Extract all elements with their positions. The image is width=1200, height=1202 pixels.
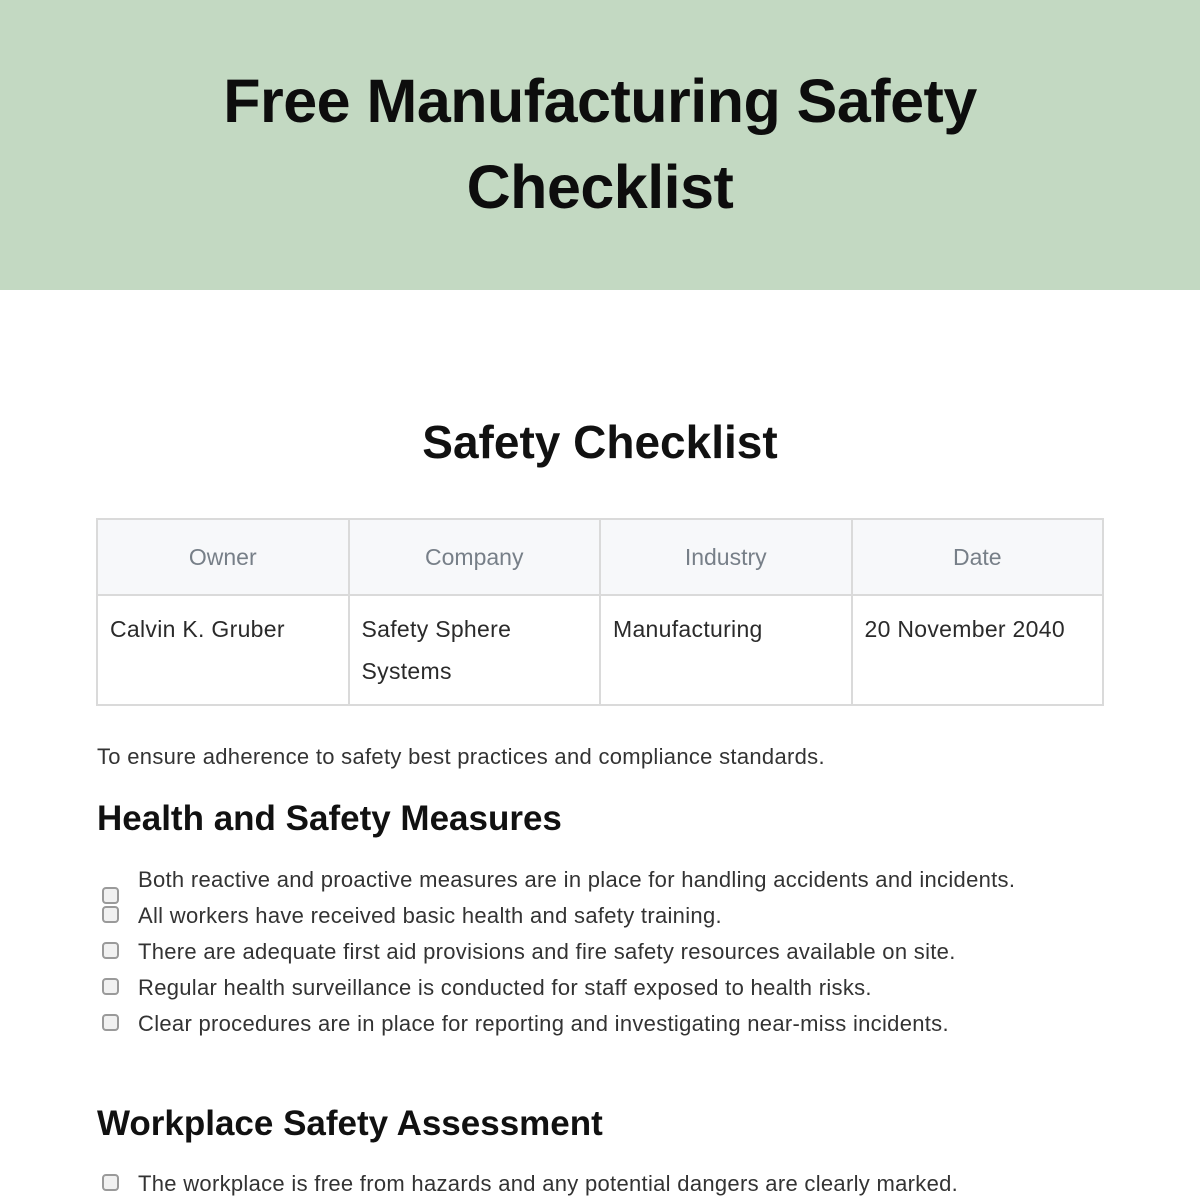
checklist-item-text: Both reactive and proactive measures are in place for handling accidents and incidents. — [138, 867, 1016, 892]
checkbox[interactable] — [102, 906, 119, 923]
checklist-item — [100, 970, 1080, 1006]
checklist-item — [100, 898, 1080, 934]
checklist-item — [100, 934, 1080, 970]
document-title: Safety Checklist — [422, 416, 778, 468]
checkbox[interactable] — [102, 942, 119, 959]
header-industry: Industry — [600, 519, 852, 595]
checklist-item-text: Regular health surveillance is conducted for staff exposed to health risks. — [138, 975, 872, 1000]
checkbox[interactable] — [102, 978, 119, 995]
checklist-item-text: There are adequate first aid provisions and fire safety resources available on site. — [138, 939, 956, 964]
section-heading-health: Health and Safety Measures — [97, 799, 562, 838]
checklist-item-text: Clear procedures are in place for reporting and investigating near-miss incidents. — [138, 1011, 949, 1036]
checklist-item-text: The workplace is free from hazards and any potential dangers are clearly marked. — [138, 1171, 959, 1196]
header-banner — [0, 0, 1200, 290]
banner-title: Free Manufacturing Safety Checklist — [223, 67, 977, 221]
info-table-header-row — [97, 519, 1103, 595]
header-owner: Owner — [97, 519, 349, 595]
checklist-workplace — [100, 1166, 1080, 1202]
checklist-health — [100, 862, 1080, 1042]
value-date: 20 November 2040 — [852, 595, 1104, 705]
checklist-item-text: All workers have received basic health and safety training. — [138, 903, 722, 928]
checklist-item — [100, 1166, 1080, 1202]
header-company: Company — [349, 519, 601, 595]
checklist-item — [100, 1006, 1080, 1042]
checklist-item — [100, 862, 1080, 898]
intro-text: To ensure adherence to safety best practices and compliance standards. — [97, 744, 825, 769]
value-company: Safety Sphere Systems — [349, 595, 601, 705]
section-heading-workplace: Workplace Safety Assessment — [97, 1104, 603, 1143]
value-owner: Calvin K. Gruber — [97, 595, 349, 705]
info-table-value-row — [97, 595, 1103, 705]
checkbox[interactable] — [102, 1014, 119, 1031]
checkbox[interactable] — [102, 1174, 119, 1191]
info-table — [96, 518, 1104, 706]
header-date: Date — [852, 519, 1104, 595]
value-industry: Manufacturing — [600, 595, 852, 705]
